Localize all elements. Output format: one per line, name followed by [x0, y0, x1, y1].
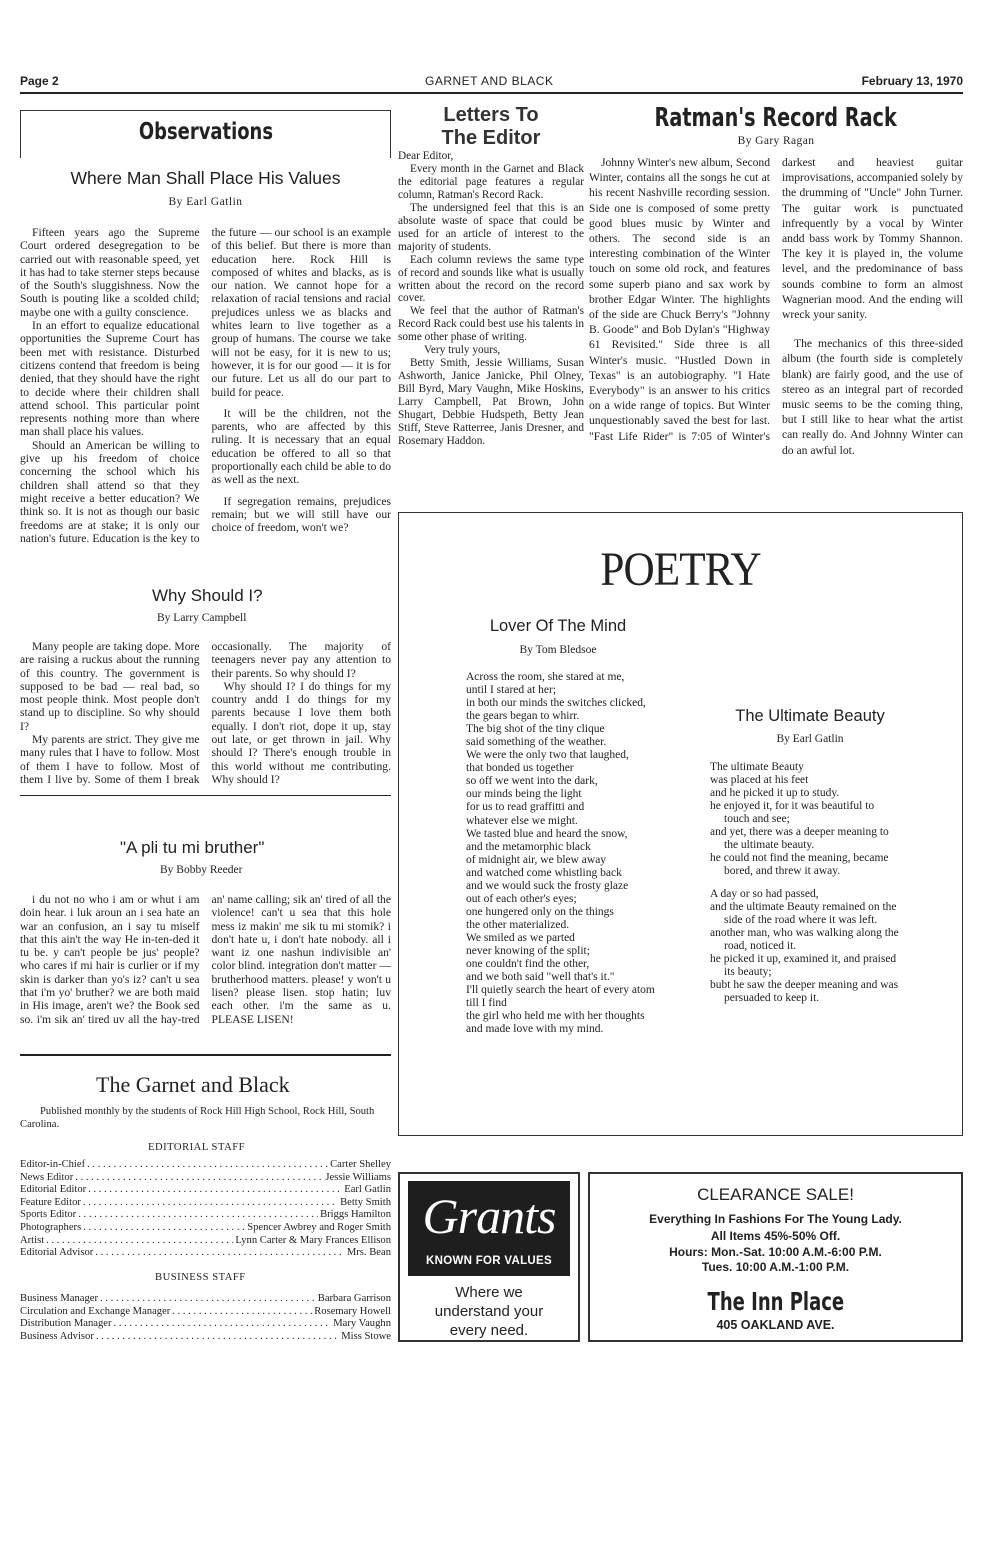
observations-paragraph: If segregation remains, prejudices remain; but we will still have our choice of freedom, won't we?	[211, 494, 391, 535]
leader-dots	[88, 1184, 342, 1197]
ratman-title: Ratman's Record Rack	[654, 103, 898, 133]
bruther-paragraph: i du not no who i am or whut i am doin hear. i luk aroun an i sea hate an war an confusion, an i say tu miself that this ain't the way He in-ten-ded it tu be. y can't people be jus' people? who cares if mi hair is curlier or if my skin is darker than yo's iz? can't u sea that i'm yo' bruther? we are both maid in His image, aren't we? the Book sed so. i'm sik an' tired uv all the hay-tred an' name calling; sik an' tired of all the violence! can't u sea that this hole mess iz makin' me sik tu mi stomik? i don't hate u, i don't hate nobody. all i want iz one nashun indivisible an' color blind. integration don't matter — brutherhood matters. please! y won't u lisen? please lisen. stop hatin; luv each other. i'm the same as u. PLEASE LISEN!	[20, 893, 391, 1026]
staff-role: Feature Editor	[20, 1196, 81, 1208]
poem-line: the gears began to whirr.	[466, 710, 580, 723]
poem-line: never knowing of the split;	[466, 944, 590, 957]
letters-paragraph: We feel that the author of Ratman's Record Rack could best use his talents in some other phase of writing.	[398, 305, 584, 344]
staff-role: Business Manager	[20, 1293, 98, 1304]
observations-body	[20, 226, 391, 558]
poem-line: the girl who held me with her thoughts	[466, 1010, 645, 1023]
bruther-byline: By Bobby Reeder	[160, 864, 243, 876]
staff-row	[20, 1247, 391, 1260]
leader-dots	[172, 1306, 312, 1319]
staff-row	[20, 1222, 391, 1235]
poem-line: that bonded us together	[466, 762, 574, 775]
staff-role: Distribution Manager	[20, 1318, 112, 1330]
staff-row	[20, 1306, 391, 1319]
staff-name: Carter Shelley	[330, 1159, 391, 1170]
poem-line: and yet, there was a deeper meaning to the ultimate beauty.	[710, 826, 889, 852]
letters-title-line2: The Editor	[441, 127, 541, 149]
staff-name: Mrs. Bean	[346, 1247, 391, 1259]
poem2-stanza2	[710, 888, 900, 1005]
staff-role: Editorial Editor	[20, 1184, 87, 1196]
grants-logo: Grants	[422, 1188, 556, 1244]
poem2-title: The Ultimate Beauty	[735, 707, 885, 725]
inn-place-line3: Hours: Mon.-Sat. 10:00 A.M.-6:00 P.M.	[669, 1245, 882, 1259]
staff-box-published: Published monthly by the students of Rock Hill High School, Rock Hill, South Carolina.	[20, 1106, 375, 1130]
inn-place-store: The Inn Place	[707, 1287, 844, 1316]
poem-line: We were the only two that laughed,	[466, 749, 629, 762]
ratman-body	[589, 155, 963, 483]
inn-place-line1: Everything In Fashions For The Young Lady.	[649, 1212, 902, 1226]
page-number: Page 2	[20, 74, 59, 88]
letters-title-line1: Letters To	[443, 104, 539, 126]
ratman-byline: By Gary Ragan	[737, 135, 815, 147]
bruther-rule	[20, 1054, 391, 1056]
letters-body	[398, 150, 584, 448]
poem-line: in both our minds the switches clicked,	[466, 697, 646, 710]
staff-role: Business Advisor	[20, 1330, 94, 1342]
inn-place-line4: Tues. 10:00 A.M.-1:00 P.M.	[701, 1259, 850, 1274]
poem-line: and the ultimate Beauty remained on the side of the road where it was left.	[710, 901, 897, 927]
poem-line: and the metamorphic black	[466, 840, 591, 853]
leader-dots	[83, 1222, 245, 1235]
leader-dots	[87, 1159, 328, 1172]
leader-dots	[83, 1197, 338, 1210]
staff-role: Sports Editor	[20, 1209, 77, 1221]
staff-box-nameplate: The Garnet and Black	[96, 1072, 290, 1097]
poem-line: so off we went into the dark,	[466, 775, 598, 788]
staff-row	[20, 1197, 391, 1210]
staff-row	[20, 1293, 391, 1306]
inn-place-headline: CLEARANCE SALE!	[697, 1185, 854, 1204]
why-should-i-rule	[20, 795, 391, 796]
poem1-lines	[466, 671, 666, 1036]
ratman-paragraph: The mechanics of this three-sided album (the fourth side is completely blank) are fairly good, and the use of stereo as an integral part of recorded music seems to be the coming thing, but I still like to hear what the artist can really do. And Johnny Winter can do an awful lot.	[782, 337, 963, 457]
leader-dots	[78, 1209, 318, 1222]
ratman-heading	[589, 103, 963, 133]
poem-line: the other materialized.	[466, 918, 570, 931]
poem-line: bubt he saw the deeper meaning and was persuaded to keep it.	[710, 979, 899, 1005]
staff-row	[20, 1318, 391, 1331]
inn-place-address: 405 OAKLAND AVE.	[716, 1318, 835, 1332]
staff-row	[20, 1235, 391, 1248]
poem-line: Across the room, she stared at me,	[466, 671, 625, 683]
observations-title: Observations	[138, 119, 273, 145]
issue-date: February 13, 1970	[861, 74, 963, 88]
observations-heading	[20, 119, 391, 145]
bruther-title: "A pli tu mi bruther"	[120, 838, 265, 857]
letters-title	[398, 104, 584, 150]
staff-role: Editor-in-Chief	[20, 1159, 86, 1170]
observations-box-top	[20, 110, 391, 111]
letters-closing: Very truly yours,	[424, 344, 501, 357]
leader-dots	[96, 1331, 339, 1344]
staff-role: Artist	[20, 1234, 45, 1246]
poem-line: I'll quietly search the heart of every atom	[466, 984, 655, 997]
paper-name: GARNET AND BLACK	[425, 74, 554, 88]
why-should-i-paragraph: My parents are strict. They give me many rules that I have to follow. Most of them I have to follow. Most of them I live by. Some of them I break occasionally. The majority of teenagers never pay any attention to their parents. So why should I?	[20, 640, 391, 786]
poem-line: he enjoyed it, for it was beautiful to touch and see;	[710, 800, 875, 826]
leader-dots	[95, 1247, 345, 1260]
why-should-i-paragraph: Many people are taking dope. More are raising a ruckus about the running of this country. The government is supposed to be bad — real bad, so most people think. Most people don't stand up to discipline. So why should I?	[20, 640, 200, 733]
poem-line: till I find	[466, 997, 507, 1010]
leader-dots	[100, 1293, 316, 1306]
staff-name: Miss Stowe	[341, 1330, 391, 1342]
letters-signatories: Betty Smith, Jessie Williams, Susan Ashworth, Janice Janicke, Phil Olney, Bill Byrd, Mary Vaughn, Mike Hoskins, Larry Campbell, Pat Brown, John Shugart, Debbie Hudspeth, Betty Jean Stiff, Steve Ratterree, Janis Dresner, and Rosemary Haddon.	[398, 357, 584, 447]
poetry-heading: POETRY	[600, 543, 761, 596]
poem1-byline: By Tom Bledsoe	[519, 644, 597, 656]
poem-line: said something of the weather.	[466, 736, 607, 749]
poem-line: until I stared at her;	[466, 684, 557, 697]
grants-slogan-line2: understand your	[434, 1303, 544, 1320]
staff-row	[20, 1331, 391, 1344]
poem-line: The ultimate Beauty	[710, 761, 804, 773]
staff-name: Jessie Williams	[325, 1171, 391, 1183]
letters-salutation: Dear Editor,	[398, 150, 454, 162]
editorial-staff-list	[20, 1159, 391, 1260]
poem-line: he picked it up, examined it, and praised its beauty;	[710, 953, 897, 979]
staff-role: Circulation and Exchange Manager	[20, 1305, 171, 1317]
poem-line: We smiled as we parted	[466, 931, 575, 944]
poem-line: and he picked it up to study.	[710, 787, 840, 800]
grants-slogan	[402, 1283, 576, 1340]
observations-article-title: Where Man Shall Place His Values	[70, 168, 341, 188]
leader-dots	[46, 1235, 233, 1248]
letters-paragraph: Each column reviews the same type of record and sounds like what is usually written about the record on the record cover.	[398, 253, 584, 305]
poem-line: and we both said "well that's it."	[466, 971, 615, 984]
staff-name: Rosemary Howell	[314, 1305, 391, 1317]
business-staff-list	[20, 1293, 391, 1343]
bruther-body	[20, 893, 391, 1045]
leader-dots	[114, 1318, 332, 1331]
poem-line: was placed at his feet	[710, 774, 809, 787]
staff-name: Betty Smith	[340, 1196, 391, 1208]
inn-place-line2: All Items 45%-50% Off.	[710, 1228, 841, 1243]
inn-place-store-wrap	[588, 1287, 963, 1316]
ratman-paragraph: Johnny Winter's new album, Second Winter, contains all the songs he cut at his recent Nashville recording session. Side one is composed of some pretty good blues music by Winter and others. The second side is an interesting combination of the Winter touch on some old rock, and features some superb piano and sax work by brother Edgar Winter. The highlights of the side are Chuck Berry's "Johnny B. Goode" and Bob Dylan's "Highway 61 Revisited." Side three is all Winter's music. "Hustled Down in Texas" is an autobiography. "I Hate Everybody" is an answer to his critics on a wide range of topics. But Winter unquestionably saved the best for last. "Fast Life Rider" is 7:05 of Winter's darkest and heaviest guitar improvisations, accompanied solely by the drumming of "Uncle" John Turner. The guitar work is punctuated infrequently by a vocal by Winter andd bass work by Tommy Shannon. The key it is played in, the volume level, and the predominance of bass sounds combine to form an almost Wagnerian mood. And the ending will wreck your sanity.	[589, 156, 963, 443]
observations-paragraph: Should an American be willing to give up his freedom of choice concerning the school which his children shall attend so that they might receive a better education? We think so. It is not as though our basic freedoms are at stake; it is only our nation's future. Education is the key to the future — our school is an example of this belief. But there is more than education here. Rock Hill is composed of whites and blacks, as is our nation. We cannot hope for a relaxation of racial tensions and racial prejudices unless we as blacks and whites learn to live together as a group of humans. The course we take will not be easy, for it is new to us; however, it is for our good — it is for our future. Let us all do our part to build for peace.	[20, 226, 391, 545]
grants-slogan-line3: every need.	[449, 1322, 529, 1339]
why-should-i-paragraph: Why should I? I do things for my country andd I do things for my parents because I love them both equally. I don't riot, dope it up, stay out late, or get thrown in jail. Why should I? There's enough trouble in this world without me contributing. Why should I?	[211, 679, 391, 786]
staff-role: Photographers	[20, 1221, 82, 1233]
poem-line: one hungered only on the things	[466, 905, 614, 918]
poem1-title: Lover Of The Mind	[489, 617, 627, 635]
staff-name: Lynn Carter & Mary Frances Ellison	[235, 1234, 391, 1246]
staff-name: Spencer Awbrey and Roger Smith	[247, 1221, 391, 1233]
poem-line: he could not find the meaning, became bored, and threw it away.	[710, 852, 889, 878]
staff-row	[20, 1184, 391, 1197]
grants-slogan-line1: Where we	[455, 1284, 523, 1301]
letters-paragraph: The undersigned feel that this is an absolute waste of space that could be used for an article of interest to the majority of students.	[398, 201, 584, 253]
poem-line: another man, who was walking along the road, noticed it.	[710, 927, 899, 953]
staff-row	[20, 1159, 391, 1172]
poem-line: and we would suck the frosty glaze	[466, 879, 629, 892]
letters-paragraph: Every month in the Garnet and Black the editorial page features a regular column, Ratman's Record Rack.	[398, 162, 584, 201]
staff-row	[20, 1172, 391, 1185]
staff-name: Briggs Hamilton	[320, 1209, 391, 1221]
poem-line: our minds being the light	[466, 788, 582, 801]
observations-paragraph: In an effort to equalize educational opportunities the Supreme Court has been met with resistance. Disturbed citizens contend that freedom is being denied, that they should have the right to decide where their children shall attend school. This particular point represents nothing more than where man shall place his values.	[20, 319, 200, 439]
business-staff-heading: BUSINESS STAFF	[155, 1272, 246, 1283]
poem2-byline: By Earl Gatlin	[776, 733, 844, 745]
poem-line: one couldn't find the other,	[466, 958, 590, 971]
observations-paragraph: Fifteen years ago the Supreme Court ordered desegregation to be carried out with reasonable speed, yet it has had to take sterner steps because of the South's sluggishness. Now the South is pouting like a scolded child; maybe one with a guilty conscience.	[20, 226, 200, 319]
why-should-i-body	[20, 640, 391, 790]
observations-byline: By Earl Gatlin	[168, 196, 243, 208]
masthead-rule	[20, 92, 963, 94]
staff-name: Barbara Garrison	[317, 1293, 391, 1304]
staff-name: Earl Gatlin	[344, 1184, 391, 1196]
staff-name: Mary Vaughn	[333, 1318, 391, 1330]
poem-line: A day or so had passed,	[710, 888, 819, 900]
staff-role: News Editor	[20, 1171, 74, 1183]
poem2-stanza1	[710, 761, 900, 878]
poem-line: The big shot of the tiny clique	[466, 723, 605, 736]
leader-dots	[75, 1172, 323, 1185]
poem-line: of midnight air, we blew away	[466, 853, 607, 866]
editorial-staff-heading: EDITORIAL STAFF	[148, 1142, 245, 1153]
observations-paragraph: It will be the children, not the parents, who are affected by this ruling. It is necessary that an equal education be offered to all so that proportionally each child be able to do as well as the next.	[211, 406, 391, 487]
grants-tagline: KNOWN FOR VALUES	[426, 1255, 552, 1267]
poem-line: We tasted blue and heard the snow,	[466, 827, 628, 840]
why-should-i-title: Why Should I?	[152, 586, 263, 605]
staff-role: Editorial Advisor	[20, 1247, 94, 1259]
poem-line: and made love with my mind.	[466, 1023, 604, 1036]
poem-line: for us to read graffitti and	[466, 801, 585, 814]
poem-line: out of each other's eyes;	[466, 892, 577, 905]
inn-place-details	[588, 1211, 963, 1274]
poem-line: and watched come whistling back	[466, 866, 622, 879]
why-should-i-byline: By Larry Campbell	[157, 612, 247, 624]
poem-line: whatever else we might.	[466, 814, 578, 827]
staff-row	[20, 1209, 391, 1222]
